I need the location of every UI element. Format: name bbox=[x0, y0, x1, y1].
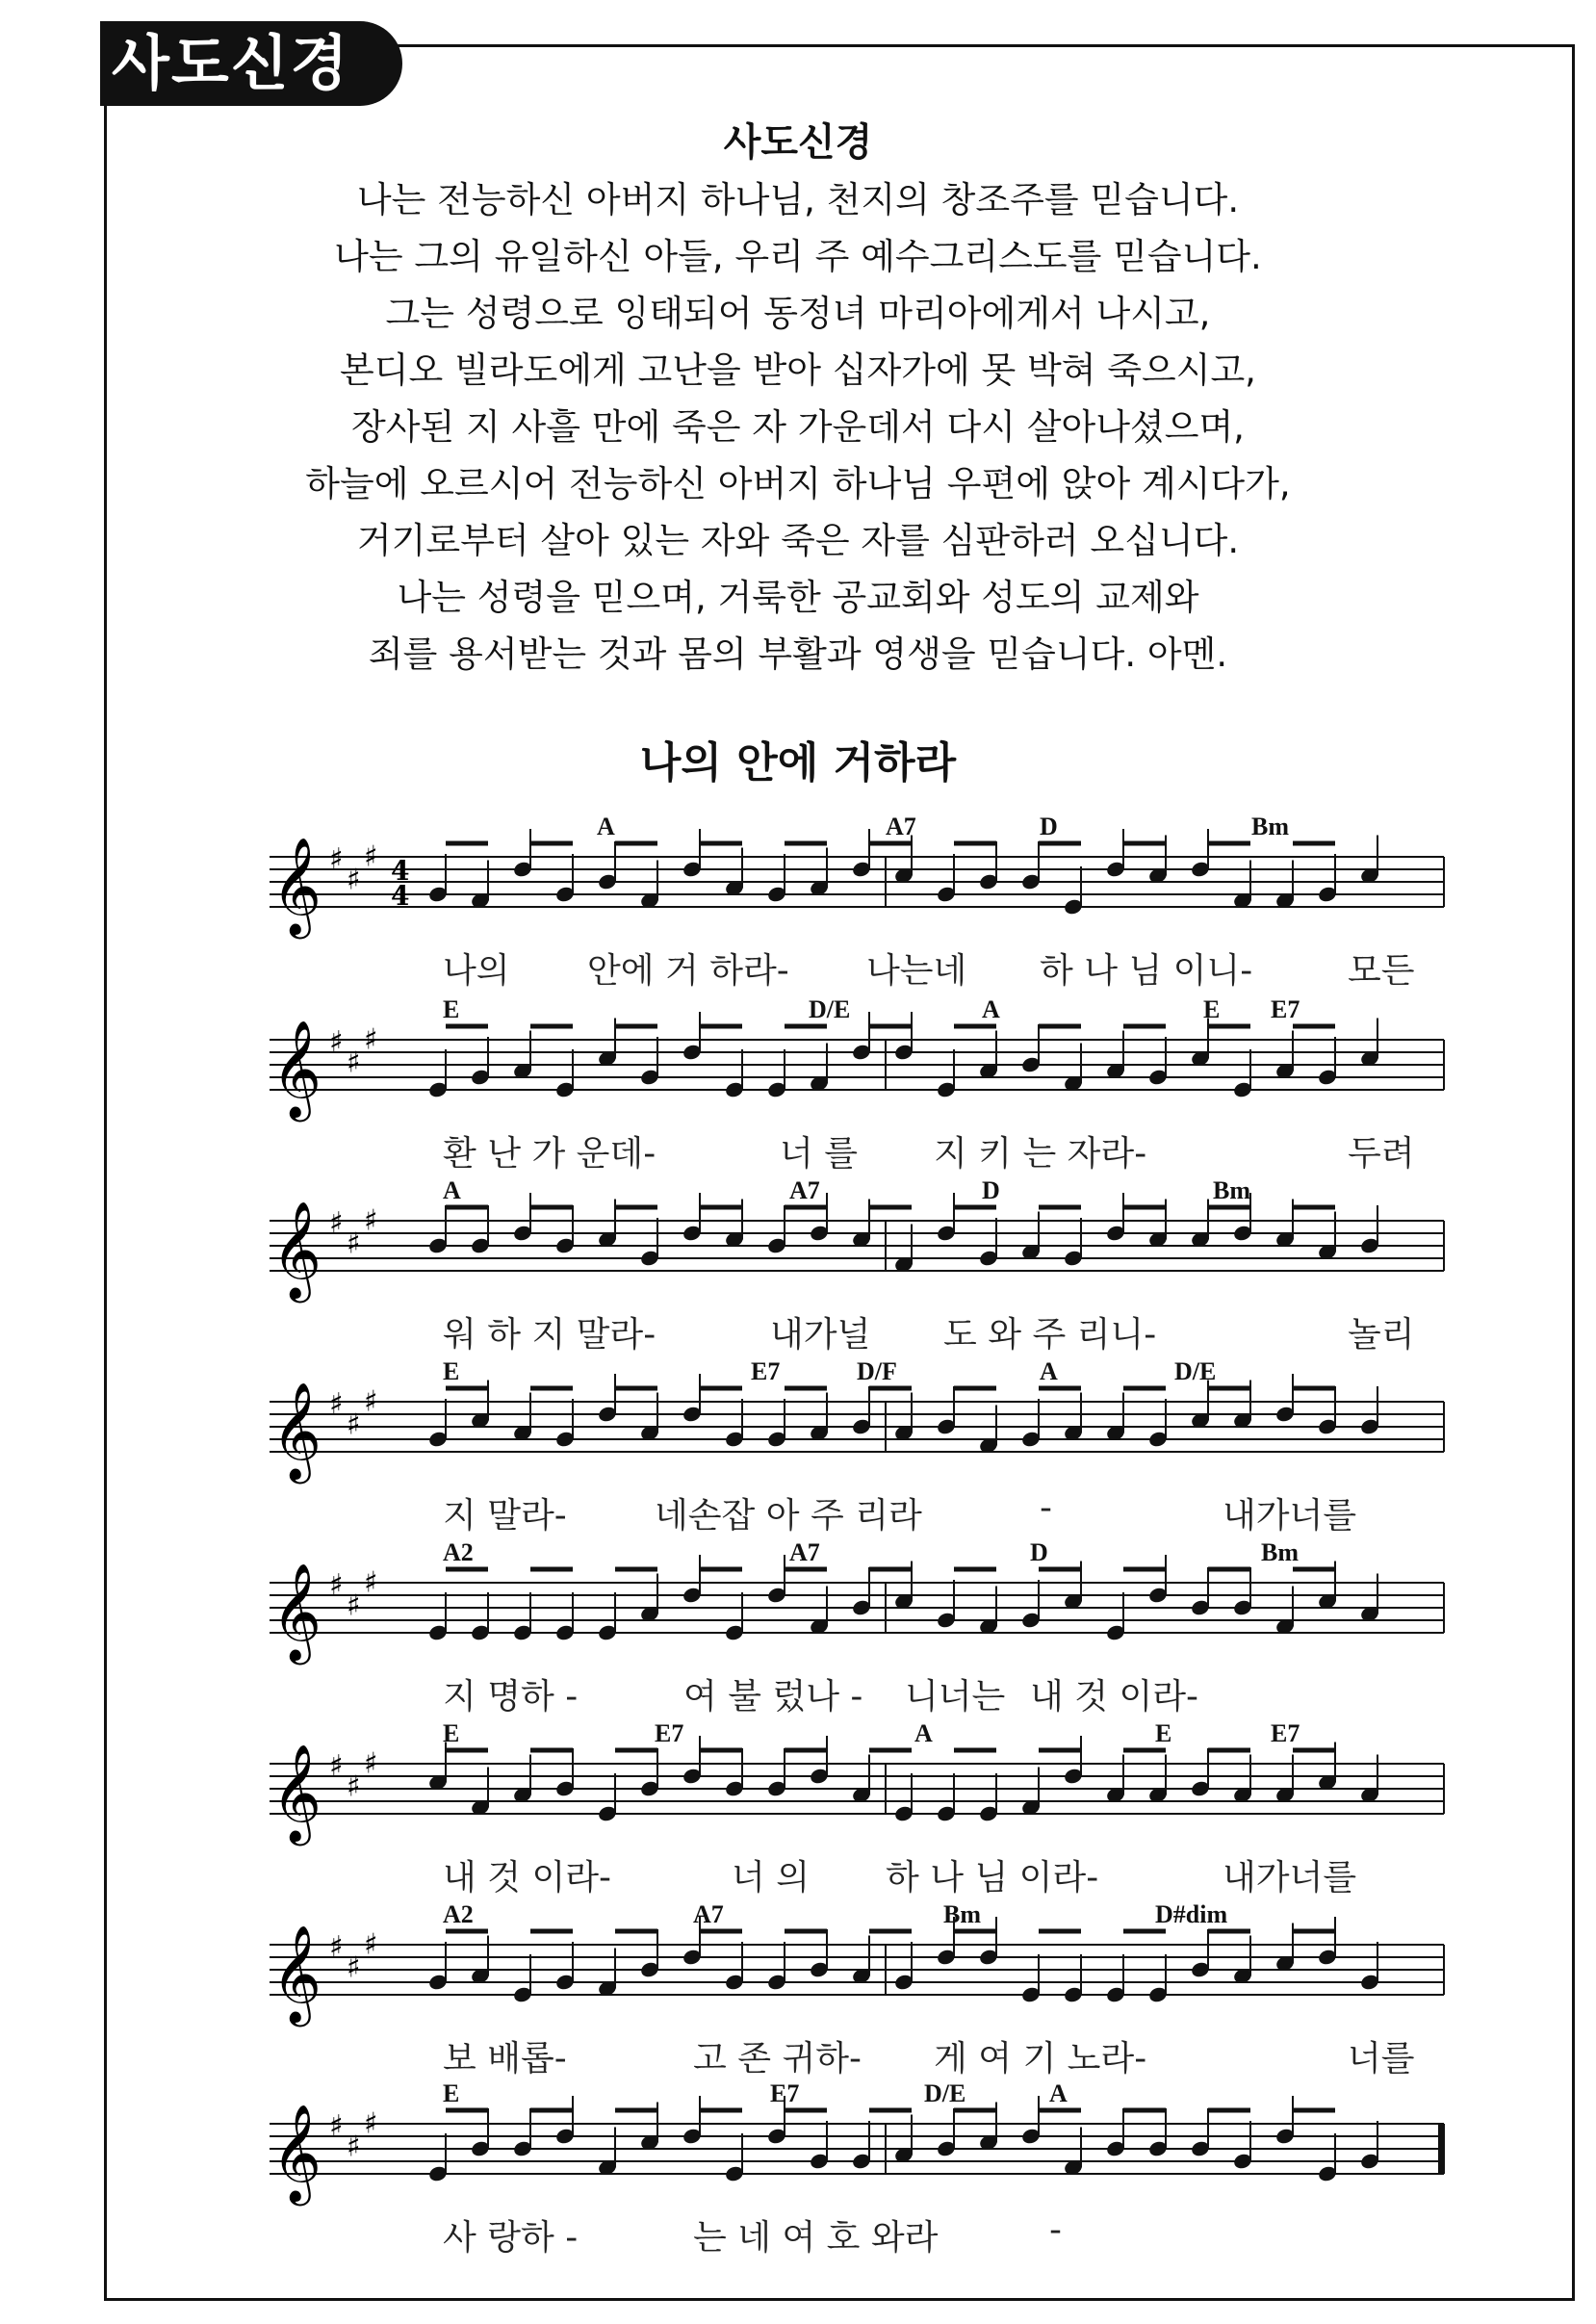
key-sharp-icon: ♯ bbox=[329, 1025, 344, 1059]
key-sharp-icon: ♯ bbox=[329, 1568, 344, 1602]
lyric-line bbox=[270, 1669, 1463, 1717]
lyric-segment: 사 랑하 - bbox=[443, 2218, 579, 2258]
staff-system bbox=[270, 995, 1463, 1184]
chord-symbol: A bbox=[443, 1176, 461, 1204]
chord-symbol: D bbox=[982, 1176, 1000, 1204]
lyric-segment: 너 를 bbox=[780, 1134, 858, 1174]
lyric-segment: 내가널 bbox=[770, 1315, 871, 1355]
chord-symbol: E7 bbox=[1271, 1719, 1300, 1747]
chord-symbol: A bbox=[914, 1719, 933, 1747]
lyric-segment: 고 존 귀하- bbox=[693, 2039, 862, 2079]
chord-symbol: A bbox=[982, 995, 1000, 1023]
chord-symbol: A7 bbox=[789, 1538, 820, 1566]
lyric-segment: 지 키 는 자라- bbox=[934, 1134, 1147, 1174]
time-signature-top: 4 bbox=[391, 855, 410, 887]
chord-symbol: D#dim bbox=[1155, 1900, 1228, 1928]
chord-symbol: Bm bbox=[1251, 813, 1289, 840]
lyric-line bbox=[270, 1126, 1463, 1174]
creed-line: 죄를 용서받는 것과 몸의 부활과 영생을 믿습니다. 아멘. bbox=[368, 633, 1228, 675]
lyric-segment: 워 하 지 말라- bbox=[443, 1315, 656, 1355]
lyric-line bbox=[270, 1488, 1463, 1536]
key-sharp-icon: ♯ bbox=[347, 863, 361, 897]
chord-symbol: A bbox=[1049, 2079, 1068, 2107]
song-title: 나의 안에 거하라 bbox=[639, 738, 957, 788]
chord-symbol: E bbox=[443, 1357, 460, 1385]
lyric-line bbox=[270, 2210, 1463, 2258]
staff-system bbox=[270, 1719, 1463, 1908]
treble-clef-icon: 𝄞 bbox=[271, 836, 322, 935]
chord-symbol: E bbox=[1203, 995, 1221, 1023]
chord-symbol: Bm bbox=[943, 1900, 981, 1928]
lyric-segment: 두려 bbox=[1348, 1134, 1415, 1174]
key-sharp-icon: ♯ bbox=[364, 1203, 378, 1238]
key-sharp-icon: ♯ bbox=[347, 2130, 361, 2164]
header-title: 사도신경 bbox=[112, 28, 350, 98]
chord-symbol: E bbox=[443, 1719, 460, 1747]
chord-symbol: D/E bbox=[924, 2079, 966, 2107]
creed-line: 그는 성령으로 잉태되어 동정녀 마리아에게서 나시고, bbox=[385, 293, 1211, 334]
lyric-segment: 니너는 bbox=[905, 1677, 1006, 1717]
lyric-segment: 보 배롭- bbox=[443, 2039, 567, 2079]
treble-clef-icon: 𝄞 bbox=[271, 1200, 322, 1299]
key-sharp-icon: ♯ bbox=[364, 2106, 378, 2141]
chord-symbol: A7 bbox=[886, 813, 916, 840]
chord-symbol: D/E bbox=[1174, 1357, 1217, 1385]
key-sharp-icon: ♯ bbox=[329, 2109, 344, 2143]
key-sharp-icon: ♯ bbox=[347, 1227, 361, 1261]
lyric-segment: - bbox=[1040, 1488, 1052, 1528]
key-sharp-icon: ♯ bbox=[347, 1769, 361, 1804]
lyric-segment: 하 나 님 이니- bbox=[1040, 951, 1253, 991]
lyric-segment: 지 말라- bbox=[443, 1496, 567, 1536]
lyric-segment: 내가너를 bbox=[1223, 1496, 1357, 1536]
key-sharp-icon: ♯ bbox=[347, 1950, 361, 1985]
lyric-segment: 하 나 님 이라- bbox=[886, 1858, 1099, 1898]
creed-line: 하늘에 오르시어 전능하신 아버지 하나님 우편에 앉아 계시다가, bbox=[305, 463, 1291, 504]
lyric-segment: 안에 거 하라- bbox=[587, 951, 789, 991]
key-sharp-icon: ♯ bbox=[329, 1749, 344, 1783]
chord-symbol: A bbox=[597, 813, 615, 840]
key-sharp-icon: ♯ bbox=[364, 1022, 378, 1057]
chord-symbol: D/F bbox=[857, 1357, 897, 1385]
time-signature-bottom: 4 bbox=[391, 880, 410, 912]
lyric-segment: - bbox=[1049, 2210, 1062, 2250]
key-sharp-icon: ♯ bbox=[364, 1927, 378, 1962]
staff-system bbox=[270, 1176, 1463, 1365]
key-sharp-icon: ♯ bbox=[329, 1387, 344, 1421]
key-sharp-icon: ♯ bbox=[364, 839, 378, 874]
lyric-line bbox=[270, 1850, 1463, 1898]
lyric-segment: 너를 bbox=[1348, 2039, 1415, 2079]
chord-symbol: E7 bbox=[655, 1719, 684, 1747]
treble-clef-icon: 𝄞 bbox=[271, 2103, 322, 2202]
creed-line: 거기로부터 살아 있는 자와 죽은 자를 심판하러 오십니다. bbox=[356, 520, 1240, 561]
key-sharp-icon: ♯ bbox=[329, 1206, 344, 1240]
chord-symbol: E bbox=[443, 2079, 460, 2107]
chord-symbol: A2 bbox=[443, 1900, 474, 1928]
lyric-segment: 는 네 여 호 와라 bbox=[693, 2218, 939, 2258]
staff-system bbox=[270, 2079, 1463, 2268]
chord-symbol: Bm bbox=[1261, 1538, 1299, 1566]
lyric-segment: 지 명하 - bbox=[443, 1677, 579, 1717]
chord-symbol: E7 bbox=[770, 2079, 800, 2107]
lyric-segment: 도 와 주 리니- bbox=[943, 1315, 1157, 1355]
lyric-segment: 네손잡 아 주 리라 bbox=[655, 1496, 922, 1536]
chord-symbol: D/E bbox=[809, 995, 851, 1023]
key-sharp-icon: ♯ bbox=[329, 1930, 344, 1964]
lyric-segment: 내 것 이라- bbox=[443, 1858, 611, 1898]
creed-line: 장사된 지 사흘 만에 죽은 자 가운데서 다시 살아나셨으며, bbox=[351, 406, 1245, 448]
staff-system bbox=[270, 1900, 1463, 2089]
lyric-segment: 너 의 bbox=[732, 1858, 810, 1898]
chord-symbol: E7 bbox=[1271, 995, 1300, 1023]
key-sharp-icon: ♯ bbox=[364, 1565, 378, 1600]
treble-clef-icon: 𝄞 bbox=[271, 1743, 322, 1842]
key-sharp-icon: ♯ bbox=[364, 1384, 378, 1419]
chord-symbol: A bbox=[1040, 1357, 1058, 1385]
lyric-segment: 내 것 이라- bbox=[1030, 1677, 1198, 1717]
lyric-line bbox=[270, 2031, 1463, 2079]
staff-system bbox=[270, 813, 1463, 1001]
treble-clef-icon: 𝄞 bbox=[271, 1019, 322, 1118]
creed-text bbox=[0, 171, 1596, 683]
lyric-line bbox=[270, 1307, 1463, 1355]
chord-symbol: E bbox=[443, 995, 460, 1023]
key-sharp-icon: ♯ bbox=[364, 1746, 378, 1781]
lyric-segment: 나는네 bbox=[866, 951, 967, 991]
chord-symbol: A2 bbox=[443, 1538, 474, 1566]
lyric-segment: 여 불 렀나 - bbox=[683, 1677, 863, 1717]
chord-symbol: A7 bbox=[693, 1900, 724, 1928]
lyric-segment: 모든 bbox=[1348, 951, 1415, 991]
chord-symbol: D bbox=[1030, 1538, 1048, 1566]
lyric-segment: 나의 bbox=[443, 951, 510, 991]
creed-line: 나는 성령을 믿으며, 거룩한 공교회와 성도의 교제와 bbox=[397, 577, 1199, 618]
lyric-segment: 내가너를 bbox=[1223, 1858, 1357, 1898]
staff-system bbox=[270, 1538, 1463, 1727]
chord-symbol: E7 bbox=[751, 1357, 781, 1385]
treble-clef-icon: 𝄞 bbox=[271, 1562, 322, 1661]
chord-symbol: Bm bbox=[1213, 1176, 1250, 1204]
creed-title: 사도신경 bbox=[723, 120, 873, 165]
treble-clef-icon: 𝄞 bbox=[271, 1924, 322, 2023]
lyric-segment: 환 난 가 운데- bbox=[443, 1134, 656, 1174]
key-sharp-icon: ♯ bbox=[329, 842, 344, 876]
lyric-segment: 게 여 기 노라- bbox=[934, 2039, 1147, 2079]
final-bar-line bbox=[1438, 2124, 1445, 2174]
chord-symbol: D bbox=[1040, 813, 1058, 840]
chord-symbol: A7 bbox=[789, 1176, 820, 1204]
creed-line: 나는 전능하신 아버지 하나님, 천지의 창조주를 믿습니다. bbox=[356, 179, 1240, 220]
creed-line: 나는 그의 유일하신 아들, 우리 주 예수그리스도를 믿습니다. bbox=[334, 236, 1262, 277]
staff-system bbox=[270, 1357, 1463, 1546]
key-sharp-icon: ♯ bbox=[347, 1407, 361, 1442]
creed-line: 본디오 빌라도에게 고난을 받아 십자가에 못 박혀 죽으시고, bbox=[340, 349, 1256, 391]
key-sharp-icon: ♯ bbox=[347, 1046, 361, 1080]
lyric-line bbox=[270, 943, 1463, 991]
treble-clef-icon: 𝄞 bbox=[271, 1381, 322, 1480]
lyric-segment: 놀리 bbox=[1348, 1315, 1415, 1355]
key-sharp-icon: ♯ bbox=[347, 1588, 361, 1623]
chord-symbol: E bbox=[1155, 1719, 1172, 1747]
